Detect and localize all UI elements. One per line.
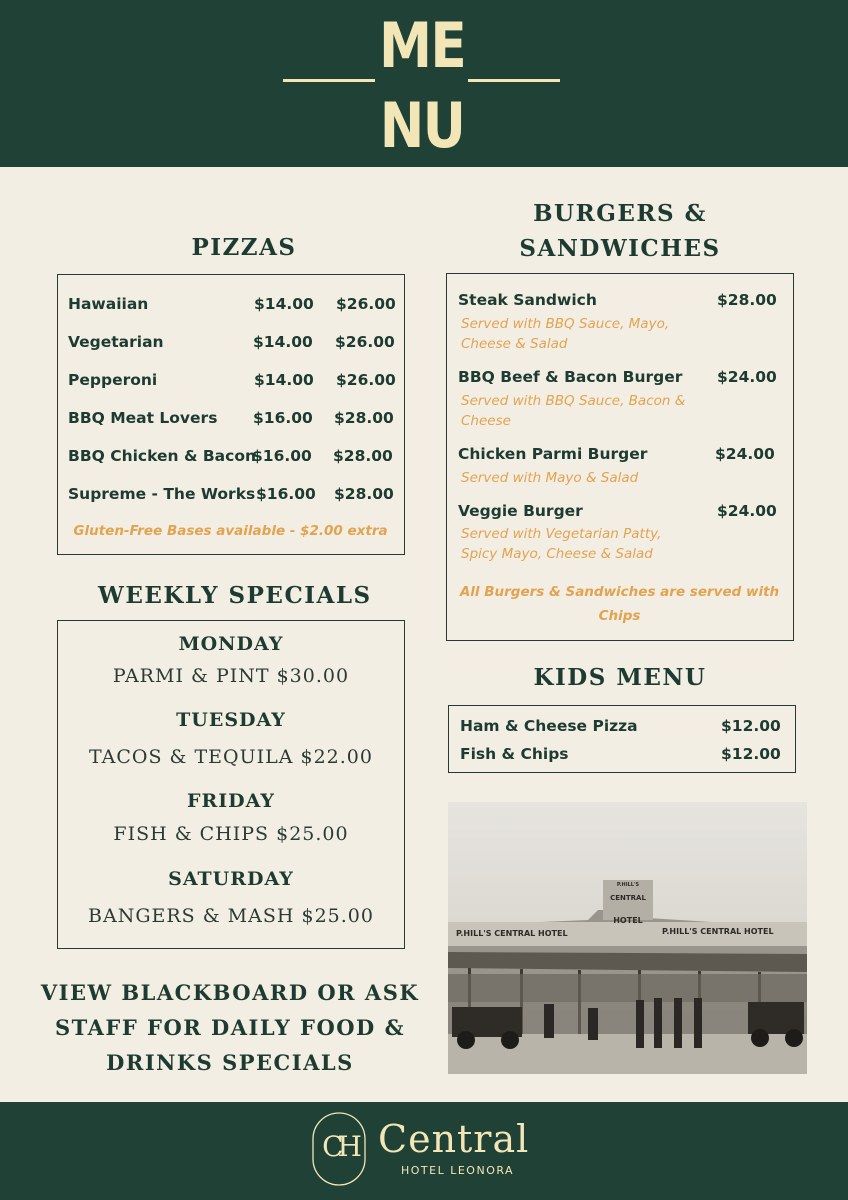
kids-item-price: $12.00 xyxy=(721,745,781,763)
burger-desc-line: Cheese & Salad xyxy=(461,336,568,352)
burger-desc-line: Served with Mayo & Salad xyxy=(461,470,639,486)
special-day: MONDAY xyxy=(178,633,284,655)
chips-note xyxy=(447,580,792,628)
pizza-price-large: $28.00 xyxy=(333,447,393,465)
blackboard-line: DRINKS SPECIALS xyxy=(106,1050,354,1075)
monogram-text: CH xyxy=(322,1130,356,1163)
burger-name: Chicken Parmi Burger xyxy=(458,445,648,463)
brand-subtitle: HOTEL LEONORA xyxy=(401,1164,515,1177)
burger-price: $24.00 xyxy=(717,368,777,386)
special-deal: PARMI & PINT $30.00 xyxy=(112,665,350,687)
historic-hotel-photo xyxy=(448,802,807,1074)
burgers-title xyxy=(446,196,794,266)
footer-banner xyxy=(0,1102,848,1200)
special-day: SATURDAY xyxy=(168,868,294,890)
burgers-title-line1: BURGERS & xyxy=(533,200,707,227)
pizzas-box xyxy=(57,274,405,555)
burger-name: Veggie Burger xyxy=(458,502,583,520)
pizza-price-small: $14.00 xyxy=(254,295,314,313)
kids-menu-box xyxy=(448,705,796,773)
kids-item-name: Ham & Cheese Pizza xyxy=(460,717,638,735)
sign-right: P.HILL'S CENTRAL HOTEL xyxy=(662,927,774,936)
blackboard-line: VIEW BLACKBOARD OR ASK xyxy=(40,980,420,1005)
special-deal: BANGERS & MASH $25.00 xyxy=(88,905,374,927)
burger-desc-line: Spicy Mayo, Cheese & Salad xyxy=(461,546,653,562)
pizza-price-large: $28.00 xyxy=(334,409,394,427)
title-rule-left xyxy=(283,79,375,82)
sign-hotel: HOTEL xyxy=(613,916,643,925)
pizza-price-small: $16.00 xyxy=(256,485,316,503)
hotel-photo-illustration xyxy=(448,802,807,1074)
burgers-title-line2: SANDWICHES xyxy=(519,235,721,262)
chips-note-line: All Burgers & Sandwiches are served with xyxy=(459,584,780,600)
burger-price: $24.00 xyxy=(715,445,775,463)
burger-price: $24.00 xyxy=(717,502,777,520)
pizza-price-large: $28.00 xyxy=(334,485,394,503)
burger-desc xyxy=(461,524,661,564)
burger-desc xyxy=(461,468,638,488)
blackboard-line: STAFF FOR DAILY FOOD & xyxy=(54,1015,406,1040)
chips-note-line: Chips xyxy=(598,608,641,624)
pizza-name: Vegetarian xyxy=(68,333,164,351)
special-day: FRIDAY xyxy=(186,790,275,812)
weekly-specials-title: WEEKLY SPECIALS xyxy=(98,582,372,609)
special-day: TUESDAY xyxy=(176,709,286,731)
pizza-name: BBQ Meat Lovers xyxy=(68,409,218,427)
special-deal: TACOS & TEQUILA $22.00 xyxy=(89,746,373,768)
pizzas-title: PIZZAS xyxy=(191,234,297,261)
burgers-box xyxy=(446,273,794,641)
sign-central-top: P.HILL'S xyxy=(616,882,640,888)
burger-name: BBQ Beef & Bacon Burger xyxy=(458,368,683,386)
burger-price: $28.00 xyxy=(717,291,777,309)
burger-desc-line: Served with BBQ Sauce, Mayo, xyxy=(461,316,670,332)
kids-item-price: $12.00 xyxy=(721,717,781,735)
pizza-name: Hawaiian xyxy=(68,295,149,313)
burger-name: Steak Sandwich xyxy=(458,291,597,309)
gluten-free-note: Gluten-Free Bases available - $2.00 extra xyxy=(73,523,388,539)
pizza-name: Supreme - The Works xyxy=(68,485,256,503)
blackboard-notice xyxy=(40,975,420,1080)
pizza-name: BBQ Chicken & Bacon xyxy=(68,447,257,465)
sign-central: CENTRAL xyxy=(610,894,646,902)
pizza-price-small: $14.00 xyxy=(254,371,314,389)
title-rule-right xyxy=(468,79,560,82)
pizza-price-small: $16.00 xyxy=(253,409,313,427)
burger-desc xyxy=(461,314,669,354)
pizza-price-small: $16.00 xyxy=(252,447,312,465)
pizza-price-large: $26.00 xyxy=(336,371,396,389)
header-banner xyxy=(0,0,848,167)
burger-desc xyxy=(461,391,685,431)
weekly-specials-box xyxy=(57,620,405,949)
burger-desc-line: Served with BBQ Sauce, Bacon & xyxy=(461,393,686,409)
menu-title-line1: ME xyxy=(379,9,466,82)
brand-name: Central xyxy=(378,1117,530,1161)
kids-item-name: Fish & Chips xyxy=(460,745,569,763)
menu-title-line2: NU xyxy=(379,89,465,162)
special-deal: FISH & CHIPS $25.00 xyxy=(113,823,349,845)
kids-menu-title: KIDS MENU xyxy=(533,664,707,691)
pizza-name: Pepperoni xyxy=(68,371,158,389)
burger-desc-line: Cheese xyxy=(461,413,511,429)
pizza-price-large: $26.00 xyxy=(335,333,395,351)
pizza-price-large: $26.00 xyxy=(336,295,396,313)
burger-desc-line: Served with Vegetarian Patty, xyxy=(461,526,662,542)
sign-left: P.HILL'S CENTRAL HOTEL xyxy=(456,929,568,938)
pizza-price-small: $14.00 xyxy=(253,333,313,351)
